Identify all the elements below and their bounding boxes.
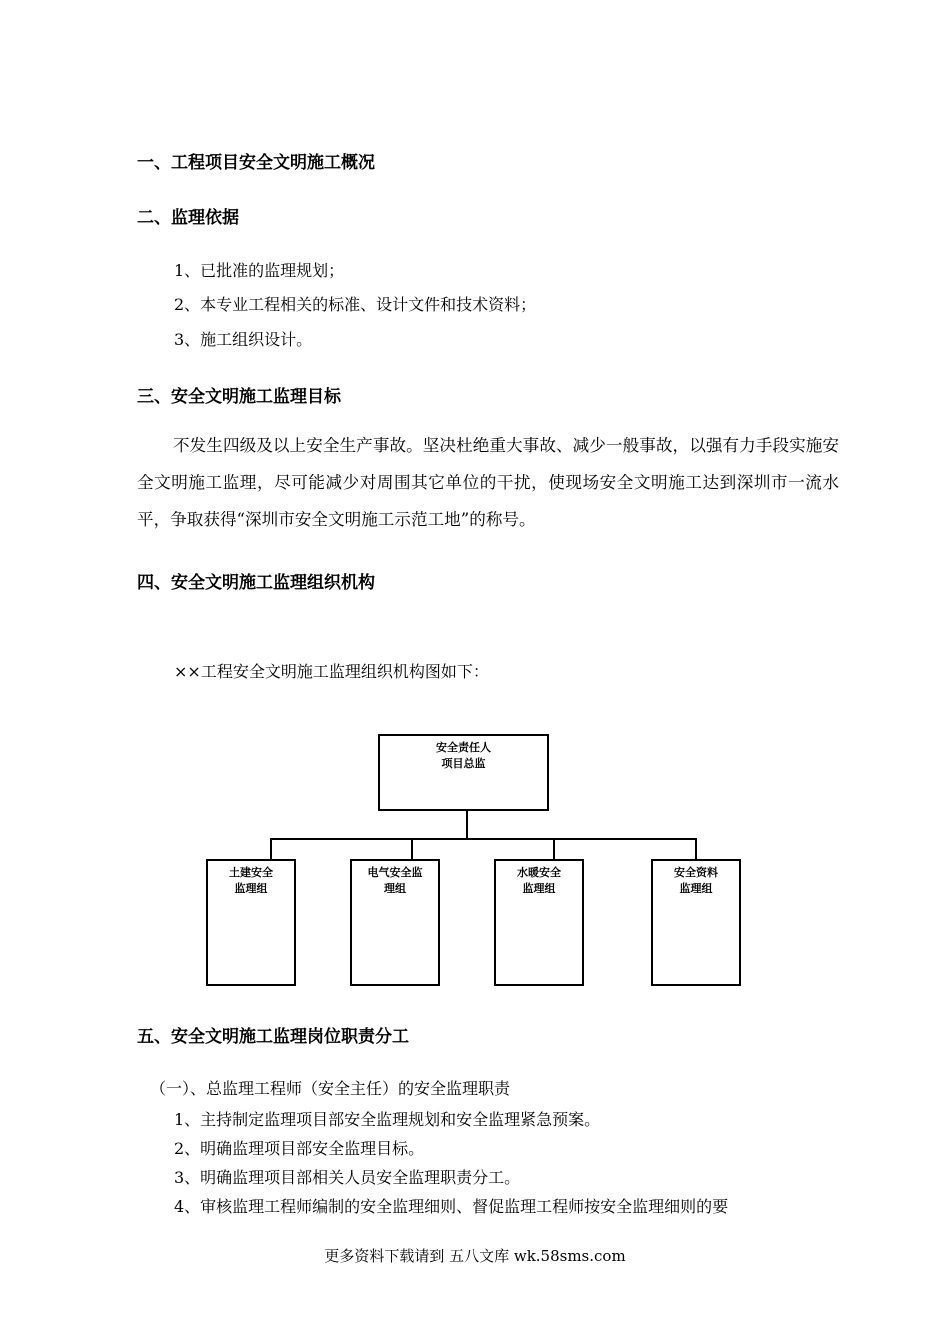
subsection-heading: （一）、总监理工程师（安全主任）的安全监理职责: [150, 1079, 511, 1098]
org-box-line: 电气安全监: [367, 866, 423, 879]
org-chart-intro: ××工程安全文明施工监理组织机构图如下：: [174, 662, 489, 681]
org-box-line: 监理组: [522, 882, 556, 895]
connector-line: [270, 838, 272, 860]
org-box-hvac: [494, 859, 584, 986]
list-item: 2、明确监理项目部安全监理目标。: [174, 1139, 425, 1158]
connector-line: [270, 838, 696, 840]
list-item: 3、施工组织设计。: [174, 330, 313, 349]
org-box-line: 理组: [384, 882, 406, 895]
list-item: 2、本专业工程相关的标准、设计文件和技术资料；: [174, 295, 537, 314]
connector-line: [695, 838, 697, 860]
list-item: 1、主持制定监理项目部安全监理规划和安全监理紧急预案。: [174, 1110, 601, 1129]
org-box-line: 安全责任人: [436, 741, 491, 754]
connector-line: [411, 838, 413, 860]
list-item: 3、明确监理项目部相关人员安全监理职责分工。: [174, 1168, 521, 1187]
list-item: 1、已批准的监理规划；: [174, 261, 345, 280]
section-3-heading: 三、安全文明施工监理目标: [137, 387, 341, 407]
org-box-documents: [651, 859, 741, 986]
org-box-line: 监理组: [679, 882, 713, 895]
org-box-civil: [206, 859, 296, 986]
list-item: 4、审核监理工程师编制的安全监理细则、督促监理工程师按安全监理细则的要: [174, 1197, 729, 1216]
org-box-electrical: [350, 859, 440, 986]
org-box-line: 监理组: [234, 882, 268, 895]
footer-link[interactable]: 更多资料下载请到 五八文库 wk.58sms.com: [324, 1247, 626, 1265]
org-box-line: 项目总监: [441, 757, 486, 770]
org-box-director: [378, 734, 549, 811]
org-box-line: 土建安全: [229, 866, 273, 879]
connector-line: [553, 838, 555, 860]
section-3-paragraph: 不发生四级及以上安全生产事故。坚决杜绝重大事故、减少一般事故，以强有力手段实施安全文明施工监理，尽可能减少对周围其它单位的干扰，使现场安全文明施工达到深圳市一流水平，争取获得“深圳市安全文明施工示范工地”的称号。: [137, 436, 839, 529]
section-4-heading: 四、安全文明施工监理组织机构: [137, 573, 375, 593]
org-box-line: 安全资料: [674, 866, 718, 879]
connector-line: [466, 811, 468, 839]
section-5-heading: 五、安全文明施工监理岗位职责分工: [137, 1027, 409, 1047]
section-2-heading: 二、监理依据: [137, 208, 239, 228]
org-box-line: 水暖安全: [517, 866, 561, 879]
section-1-heading: 一、工程项目安全文明施工概况: [137, 153, 375, 173]
